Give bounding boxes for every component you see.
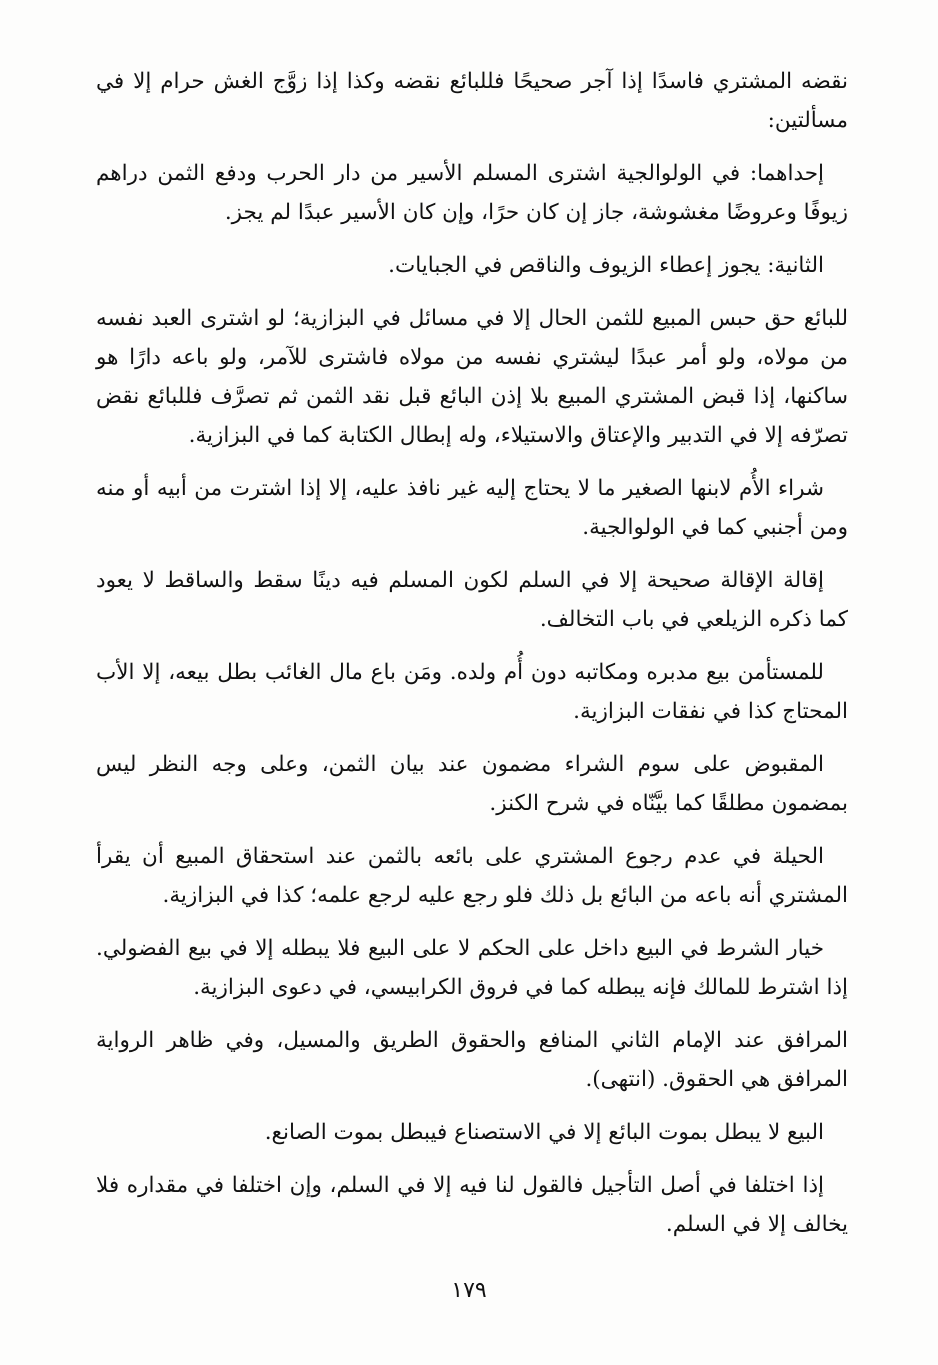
- paragraph-7: للمستأمن بيع مدبره ومكاتبه دون أُم ولده. ومَن باع مال الغائب بطل بيعه، إلا الأب المحتاج كذا في نفقات البزازية.: [96, 660, 848, 724]
- paragraph-1: نقضه المشتري فاسدًا إذا آجر صحيحًا فللبائع نقضه وكذا إذا زوَّج الغش حرام إلا في مسألتين:: [96, 69, 848, 133]
- paragraph-12: البيع لا يبطل بموت البائع إلا في الاستصناع فيبطل بموت الصانع.: [264, 1120, 824, 1145]
- paragraph-9: الحيلة في عدم رجوع المشتري على بائعه بالثمن عند استحقاق المبيع أن يقرأ المشتري أنه باعه من البائع بل ذلك فلو رجع عليه لرجع علمه؛ كذا في البزازية.: [96, 844, 848, 908]
- paragraph-13: إذا اختلفا في أصل التأجيل فالقول لنا فيه إلا في السلم، وإن اختلفا في مقداره فلا يخالف إلا في السلم.: [96, 1173, 848, 1237]
- paragraph-2: إحداهما: في الولوالجية اشترى المسلم الأسير من دار الحرب ودفع الثمن دراهم زيوفًا وعروضًا مغشوشة، جاز إن كان حرًا، وإن كان الأسير عبدًا لم يجز.: [96, 161, 848, 225]
- paragraph-5: شراء الأُم لابنها الصغير ما لا يحتاج إليه غير نافذ عليه، إلا إذا اشترت من أبيه أو منه ومن أجنبي كما في الولوالجية.: [96, 476, 848, 540]
- paragraph-3: الثانية: يجوز إعطاء الزيوف والناقص في الجبايات.: [388, 253, 824, 278]
- paragraph-11: المرافق عند الإمام الثاني المنافع والحقوق الطريق والمسيل، وفي ظاهر الرواية المرافق هي الحقوق. (انتهى).: [96, 1028, 848, 1092]
- paragraph-10: خيار الشرط في البيع داخل على الحكم لا على البيع فلا يبطله إلا في بيع الفضولي. إذا اشترط للمالك فإنه يبطله كما في فروق الكرابيسي، في دعوى البزازية.: [96, 936, 848, 1000]
- paragraph-8: المقبوض على سوم الشراء مضمون عند بيان الثمن، وعلى وجه النظر ليس بمضمون مطلقًا كما بيَّنّاه في شرح الكنز.: [96, 752, 848, 816]
- paragraph-4: للبائع حق حبس المبيع للثمن الحال إلا في مسائل في البزازية؛ لو اشترى العبد نفسه من مولاه، ولو أمر عبدًا ليشتري نفسه من مولاه فاشترى للآمر، ولو باعه دارًا هو ساكنها، إذا قبض المشتري المبيع بلا إذن البائع قبل نقد الثمن ثم تصرَّف فللبائع نقض تصرّفه إلا في التدبير والإعتاق والاستيلاء، وله إبطال الكتابة كما في البزازية.: [96, 306, 848, 448]
- body-text: [96, 62, 848, 1258]
- paragraph-6: إقالة الإقالة صحيحة إلا في السلم لكون المسلم فيه دينًا سقط والساقط لا يعود كما ذكره الزيلعي في باب التخالف.: [96, 568, 848, 632]
- page-number: ١٧٩: [451, 1278, 487, 1303]
